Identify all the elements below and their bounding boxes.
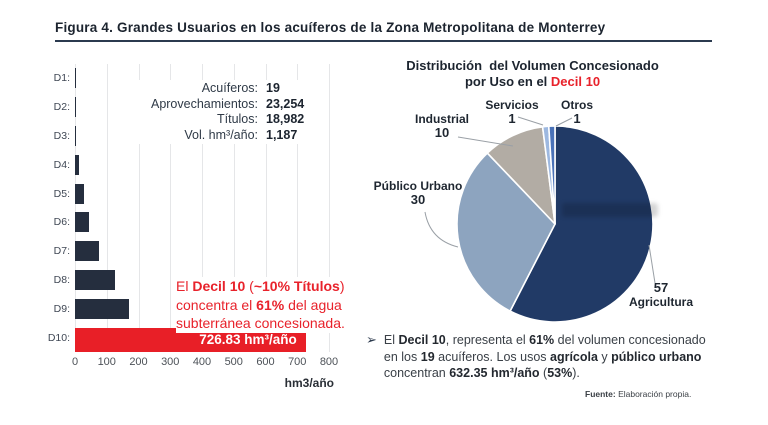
bar-category-label: D10: (47, 331, 70, 344)
source-label: Fuente: (585, 389, 616, 399)
pie-title-line1: Distribución del Volumen Concesionado (406, 58, 659, 73)
source-note: Fuente: Elaboración propia. (585, 389, 692, 399)
stat-row (133, 112, 304, 128)
bar-category-label: D1: (53, 72, 70, 85)
bar (75, 241, 99, 261)
stat-value: 23,254 (266, 96, 305, 111)
stat-row (133, 128, 304, 144)
stat-label: Acuíferos: (201, 81, 258, 95)
x-tick-label: 600 (256, 356, 275, 368)
bar (75, 270, 115, 290)
decil10-annotation (176, 277, 376, 333)
footnote-text: El Decil 10, representa el 61% del volumen concesionado en los 19 acuíferos. Los usos agrícola y público urbano concentran 632.35 hm³/año (53%). (383, 333, 706, 380)
bar-value-label: 726.83 hm³/año (199, 332, 297, 348)
watermark (562, 203, 658, 217)
bar (75, 299, 129, 319)
stat-row (133, 81, 304, 97)
stat-row (133, 97, 304, 113)
stat-label: Vol. hm³/año: (184, 127, 258, 142)
bar-track (75, 155, 332, 175)
bar (75, 126, 76, 146)
bar-row (40, 208, 332, 237)
pie-title-highlight: Decil 10 (550, 74, 601, 89)
stat-value: 19 (266, 81, 280, 95)
slice-label-agricultura: 57 Agricultura (628, 280, 693, 309)
x-tick-label: 0 (71, 356, 79, 368)
summary-footnote (366, 332, 711, 382)
pie-title (385, 58, 680, 90)
x-tick-label: 500 (224, 356, 243, 368)
slice-label-otros: Otros 1 (560, 98, 593, 126)
slice-label-servicios: Servicios 1 (485, 98, 539, 126)
figure-title: Figura 4. Grandes Usuarios en los acuíferos de la Zona Metropolitana de Monterrey (55, 20, 606, 35)
stat-label: Aprovechamientos: (150, 96, 258, 111)
slice-label-publico-urbano: Público Urbano 30 (373, 179, 463, 207)
stat-value: 18,982 (266, 112, 305, 126)
bar-track (75, 184, 332, 204)
bar-track (75, 241, 332, 261)
title-underline (55, 40, 712, 42)
bar-row (40, 237, 332, 266)
bar-row (40, 179, 332, 208)
x-tick-label: 100 (97, 356, 116, 368)
bar (75, 155, 79, 175)
x-axis-ticks (40, 356, 339, 370)
x-tick-label: 200 (129, 356, 148, 368)
bar-row (40, 150, 332, 179)
bar-category-label: D2: (53, 101, 70, 114)
arrow-bullet-icon: ➢ (366, 332, 377, 347)
bar-category-label: D5: (53, 187, 70, 200)
bar (75, 212, 89, 232)
slice-label-industrial: Industrial 10 (414, 112, 469, 140)
bar (75, 184, 84, 204)
x-tick-label: 800 (319, 356, 339, 368)
bar-category-label: D9: (53, 302, 70, 315)
bar-category-label: D7: (53, 245, 70, 258)
stat-value: 1,187 (266, 127, 298, 142)
bar-track (75, 212, 332, 232)
aquifer-stats-block (130, 80, 307, 144)
bar-category-label: D4: (53, 158, 70, 171)
bar-category-label: D6: (53, 216, 70, 229)
x-tick-label: 400 (192, 356, 212, 368)
pie-title-line2: por Uso en el Decil 10 (464, 74, 601, 89)
x-tick-label: 300 (161, 356, 180, 368)
annotation-line: subterránea concesionada. (176, 315, 345, 331)
x-axis-label: hm3/año (284, 376, 334, 390)
bar-category-label: D8: (53, 273, 70, 286)
annotation-line: concentra el 61% del agua (176, 296, 342, 313)
x-tick-label: 700 (288, 356, 307, 368)
annotation-line: El Decil 10 (~10% Títulos) (176, 278, 345, 294)
bar-category-label: D3: (53, 129, 70, 142)
stat-label: Títulos: (217, 112, 258, 126)
